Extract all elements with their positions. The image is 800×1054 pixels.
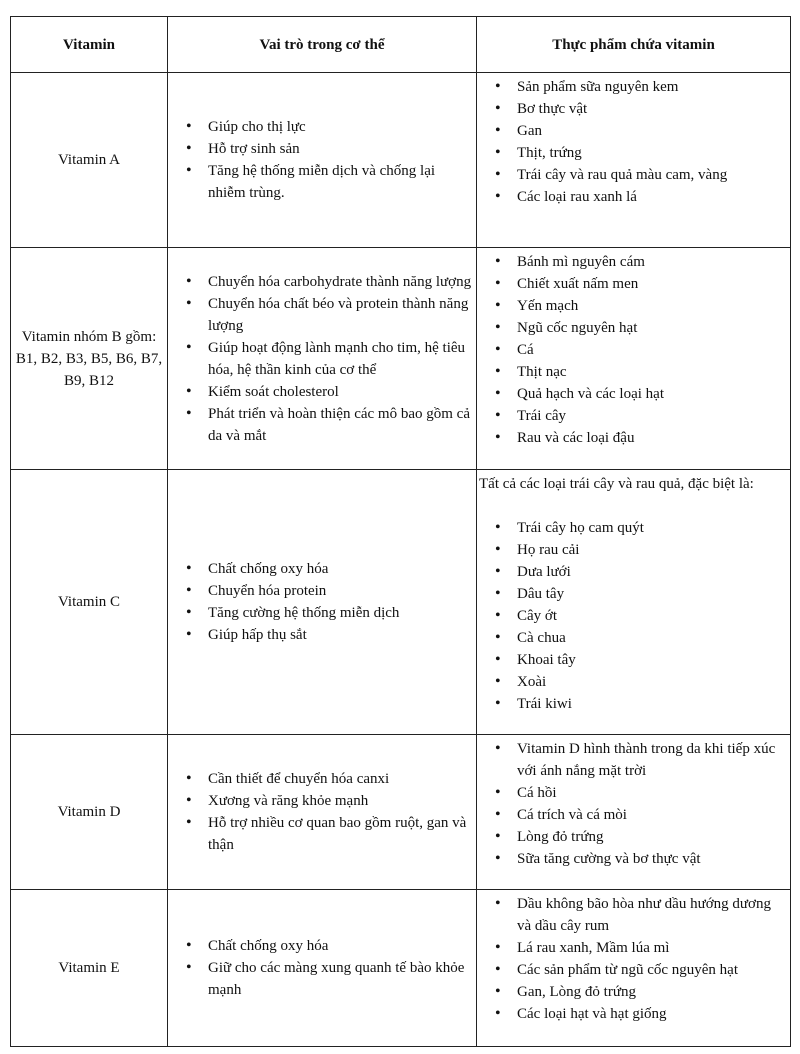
list-item: • Thịt, trứng [477,142,790,164]
list-item: • Tăng hệ thống miễn dịch và chống lại nhiễm trùng. [168,160,476,204]
table-row [11,248,791,470]
table-header-row [11,17,791,73]
list-item: • Chuyển hóa carbohydrate thành năng lượng [168,271,476,293]
list-item: • Tăng cường hệ thống miễn dịch [168,602,476,624]
list-item: • Cá trích và cá mòi [477,804,790,826]
list-item: • Trái cây họ cam quýt [477,517,790,539]
list-item: • Chuyển hóa protein [168,580,476,602]
list-item: • Gan [477,120,790,142]
role-cell [168,470,477,735]
list-item: • Yến mạch [477,295,790,317]
list-item: • Lòng đỏ trứng [477,826,790,848]
header-role: Vai trò trong cơ thể [168,17,477,73]
list-item: • Hỗ trợ nhiều cơ quan bao gồm ruột, gan và thận [168,812,476,856]
role-list [168,116,476,204]
role-cell [168,890,477,1047]
foods-list [477,517,790,715]
list-item: • Hỗ trợ sinh sản [168,138,476,160]
list-item: • Chất chống oxy hóa [168,558,476,580]
list-item: • Giúp hoạt động lành mạnh cho tim, hệ tiêu hóa, hệ thần kinh của cơ thể [168,337,476,381]
role-cell [168,735,477,890]
list-item: • Cà chua [477,627,790,649]
foods-list [477,73,790,208]
list-item: • Phát triển và hoàn thiện các mô bao gồm cả da và mắt [168,403,476,447]
list-item: • Xoài [477,671,790,693]
foods-list [477,248,790,449]
list-item: • Gan, Lòng đỏ trứng [477,981,790,1003]
list-item: • Chiết xuất nấm men [477,273,790,295]
list-item: • Các loại rau xanh lá [477,186,790,208]
list-item: • Sản phẩm sữa nguyên kem [477,76,790,98]
table-row [11,735,791,890]
vitamin-name-cell: Vitamin A [11,73,168,248]
foods-intro: Tất cả các loại trái cây và rau quả, đặc biệt là: [479,476,754,492]
role-cell [168,73,477,248]
vitamin-name-cell: Vitamin C [11,470,168,735]
foods-cell [477,890,791,1047]
list-item: • Dâu tây [477,583,790,605]
vitamin-table [10,16,791,1047]
list-item: • Trái cây [477,405,790,427]
foods-cell [477,470,791,735]
list-item: • Thịt nạc [477,361,790,383]
list-item: • Lá rau xanh, Mầm lúa mì [477,937,790,959]
header-vitamin: Vitamin [11,17,168,73]
list-item: • Cá hồi [477,782,790,804]
table-row [11,890,791,1047]
list-item: • Sữa tăng cường và bơ thực vật [477,848,790,870]
list-item: • Cây ớt [477,605,790,627]
list-item: • Trái cây và rau quả màu cam, vàng [477,164,790,186]
foods-cell [477,248,791,470]
list-item: • Dầu không bão hòa như dầu hướng dương và dầu cây rum [477,893,790,937]
list-item: • Các loại hạt và hạt giống [477,1003,790,1025]
table-body [11,73,791,1047]
role-list [168,935,476,1001]
foods-cell [477,73,791,248]
header-foods: Thực phẩm chứa vitamin [477,17,791,73]
role-list [168,558,476,646]
role-list [168,768,476,856]
vitamin-name-cell: Vitamin E [11,890,168,1047]
table-row [11,73,791,248]
list-item: • Giúp hấp thụ sắt [168,624,476,646]
list-item: • Bánh mì nguyên cám [477,251,790,273]
list-item: • Họ rau cải [477,539,790,561]
foods-list [477,735,790,870]
list-item: • Các sản phẩm từ ngũ cốc nguyên hạt [477,959,790,981]
foods-list [477,890,790,1025]
list-item: • Cá [477,339,790,361]
role-list [168,271,476,447]
foods-cell [477,735,791,890]
role-cell [168,248,477,470]
table-row [11,470,791,735]
list-item: • Chất chống oxy hóa [168,935,476,957]
list-item: • Quả hạch và các loại hạt [477,383,790,405]
list-item: • Bơ thực vật [477,98,790,120]
list-item: • Ngũ cốc nguyên hạt [477,317,790,339]
list-item: • Giúp cho thị lực [168,116,476,138]
list-item: • Dưa lưới [477,561,790,583]
vitamin-name-cell: Vitamin D [11,735,168,890]
list-item: • Vitamin D hình thành trong da khi tiếp xúc với ánh nắng mặt trời [477,738,790,782]
list-item: • Xương và răng khỏe mạnh [168,790,476,812]
vitamin-name-cell: Vitamin nhóm B gồm: B1, B2, B3, B5, B6, B7, B9, B12 [11,248,168,470]
list-item: • Khoai tây [477,649,790,671]
list-item: • Chuyển hóa chất béo và protein thành năng lượng [168,293,476,337]
list-item: • Kiểm soát cholesterol [168,381,476,403]
list-item: • Rau và các loại đậu [477,427,790,449]
list-item: • Giữ cho các màng xung quanh tế bào khỏe mạnh [168,957,476,1001]
list-item: • Cần thiết để chuyển hóa canxi [168,768,476,790]
list-item: • Trái kiwi [477,693,790,715]
